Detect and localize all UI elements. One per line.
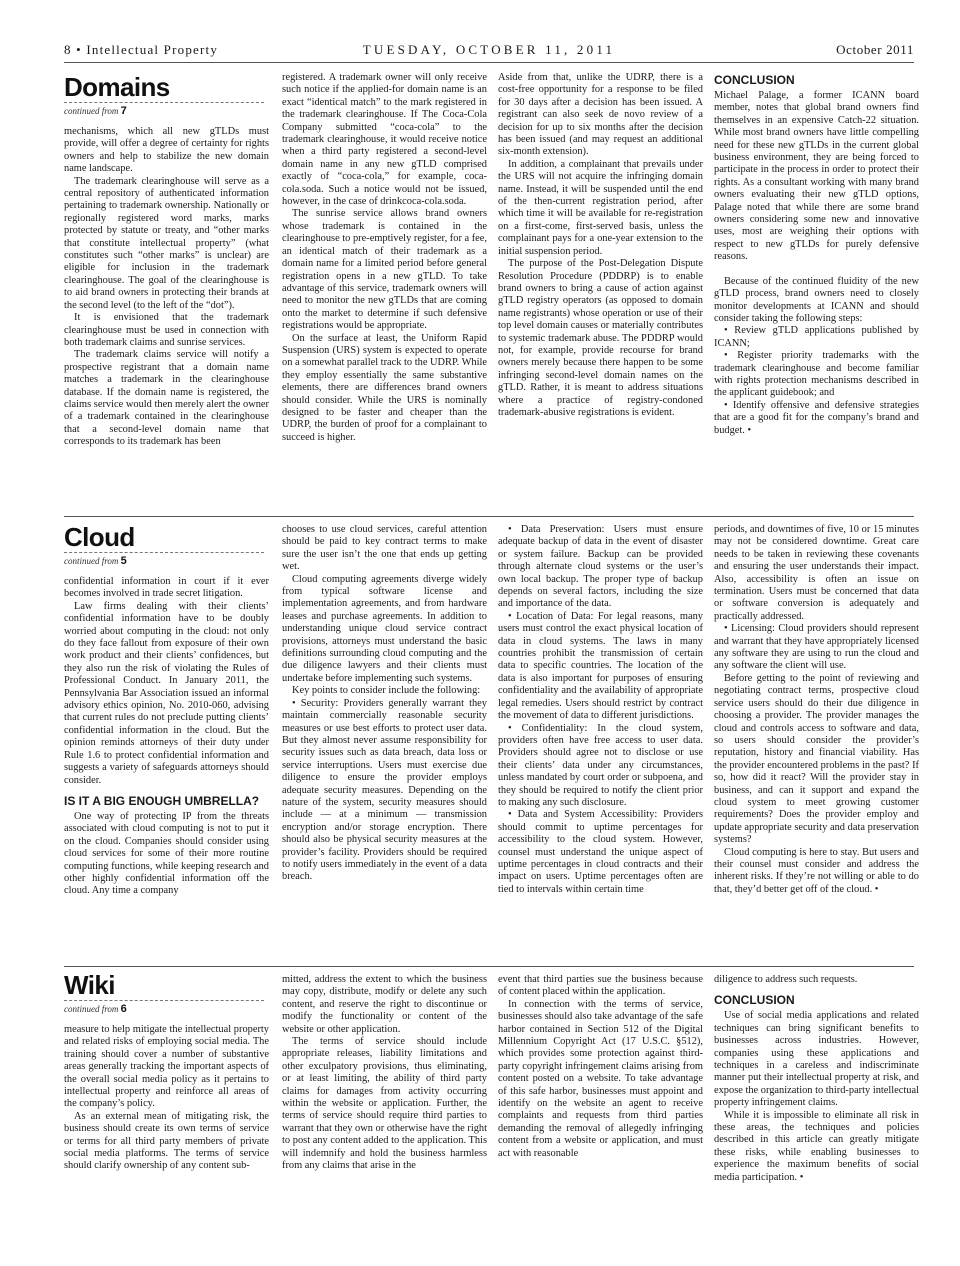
paragraph: Before getting to the point of reviewing and negotiating contract terms, prospective cloud service users should do their due diligence in choosing a provider. The provider manages the cloud and controls access to software and data, so users should consider the provider’s reputation, history and financial viability. Has the provider encountered problems in the past? If so, how did it react? Will the provider stay in business, and can it support and expand the cloud system to meet growing customer requirements? Does the provider employ and update appropriate security and data preservation systems? [714, 672, 919, 846]
header-page-label: 8 • Intellectual Property [64, 42, 219, 57]
paragraph: registered. A trademark owner will only receive such notice if the applied-for domain name is an exact “identical match” to the mark registered in the trademark clearinghouse. If The Coca-Cola Company submitted “coca-cola” to the trademark clearinghouse, it would receive notice when a third party registered a second-level domain name in any new gTLD comprised exactly of “coca-cola,” for example, coca-cola.soda. Such a notice would not be issued, however, in the case of drinkcoca-cola.soda. [282, 72, 487, 208]
domains-column-3 [498, 72, 703, 512]
bullet-item: • Location of Data: For legal reasons, many users must control the exact physical location of data in cloud systems. The laws in many countries prohibit the transmission of certain data to specific countries. The location of the data is also important for purposes of ensuring confidentiality and the availability of appropriate legal remedies. Users should restrict by contract the movement of data to different jurisdictions. [498, 610, 703, 722]
subheading-umbrella: IS IT A BIG ENOUGH UMBRELLA? [64, 793, 260, 808]
cloud-column-4 [714, 524, 919, 964]
subheading-conclusion: CONCLUSION [714, 73, 795, 87]
paragraph: Michael Palage, a former ICANN board member, notes that global brand owners find themselves in an expensive Catch-22 situation. While most brand owners have little compelling need for these new gTLDs in the current global business environment, they are being forced to participate in the process in order to protect their rights. As a consultant working with many brand owners evaluating their new gTLD options, Palage noted that while there are some brand owners considering some new and innovative uses, most are weighing their options with respect to new gTLDs for purely defensive reasons. [714, 90, 919, 263]
wiki-column-2 [282, 974, 487, 1212]
header-issue: October 2011 [836, 42, 914, 57]
continued-page: 6 [120, 1003, 127, 1015]
paragraph: Because of the continued fluidity of the new gTLD process, brand owners need to closely monitor developments at ICANN and should consider taking the following steps: [714, 275, 919, 324]
bullet-item: • Security: Providers generally warrant they maintain commercially reasonable security measures or use best efforts to protect user data. But they almost never assume responsibility for security issues such as data breach, data loss or service interruptions. Users must exercise due diligence to ensure the provider employs adequate security measures. Depending on the nature of the system, security measures should include — at a minimum — transmission encryption and/or storage encryption. There should also be physical security measures at the provider’s facility. Providers should be required to notify users immediately in the event of a data breach. [282, 697, 487, 883]
paragraph: The sunrise service allows brand owners whose trademark is contained in the clearinghouse to pre-emptively register, for a fee, an identical match of their trademark as a domain name for a limited period before general registration opens in a new gTLD. To take advantage of this service, trademark owners will need to monitor the new gTLDs that are coming onto the market to determine if such defensive registrations would be appropriate. [282, 208, 487, 332]
paragraph: It is envisioned that the trademark clearinghouse must be used in connection with both trademark claims and sunrise services. [64, 312, 269, 348]
section-title-domains: Domains [64, 72, 170, 102]
bullet-item: • Identify offensive and defensive strategies that are a good fit for the company’s brand and budget. • [714, 399, 919, 436]
paragraph: Cloud computing agreements diverge widely from typical software license and implementation agreements, and from hardware leases and purchase agreements. In addition to understanding unique cloud service contract provisions, attorneys must understand the basic definitions surrounding cloud computing and the due diligence lawyers and their clients must undertake before implementing such systems. [282, 573, 487, 684]
continued-label: continued from [64, 1004, 119, 1014]
domains-column-2 [282, 72, 487, 512]
paragraph: In addition, a complainant that prevails under the URS will not acquire the infringing domain name. Instead, it will be suspended until the end of the then-current registration period, after which time it will be available for re-registration on a first-come, first-served basis, unless the complainant pays for a one-year extension to the initial suspension period. [498, 158, 703, 257]
cloud-column-2 [282, 524, 487, 964]
paragraph: mechanisms, which all new gTLDs must provide, will offer a degree of certainty for rights owners and help to stabilize the new domain name landscape. [64, 126, 269, 175]
bullet-item: • Data Preservation: Users must ensure adequate backup of data in the event of disaster or system failure. Backup can be provided through alternate cloud systems or the user’s own local backup. The proper type of backup depends on several factors, including the size and importance of the data. [498, 524, 703, 610]
header-date: TUESDAY, OCTOBER 11, 2011 [362, 42, 616, 57]
domains-column-4 [714, 72, 919, 512]
paragraph: periods, and downtimes of five, 10 or 15 minutes may not be considered downtime. Great care needs to be taken in reviewing these covenants and ensuring the user understands their impact. Also, accessibility is often an issue on termination. Users must be concerned that data or software conversion is adequately and practically addressed. [714, 524, 919, 622]
paragraph: diligence to address such requests. [714, 974, 858, 985]
cloud-column-3 [498, 524, 703, 964]
paragraph: On the surface at least, the Uniform Rapid Suspension (URS) system is expected to operate on a somewhat parallel track to the UDRP. While they employ essentially the same substantive elements, there are differences brand owners should consider. While the URS is nominally designed to be faster and cheaper than the UDRP, the burden of proof for a complainant to succeed is higher. [282, 332, 487, 443]
paragraph: chooses to use cloud services, careful attention should be paid to key contract terms to make sure the user isn’t the one that ends up getting wet. [282, 524, 487, 573]
section-title-wiki: Wiki [64, 970, 115, 1000]
paragraph: The purpose of the Post-Delegation Dispute Resolution Procedure (PDDRP) is to enable brand owners to bring a cause of action against gTLD registry operators (as opposed to domain name registrants) whose operation or use of their top level domain causes or materially contributes to systemic trademark abuse. The PDDRP would not, for example, provide recourse for brand owners merely because there happen to be some infringing second-level domain names on the gTLD. Rather, it is meant to address situations where a practice of registry-condoned trademark-abusive registrations is evident. [498, 258, 703, 418]
paragraph: Aside from that, unlike the UDRP, there is a cost-free opportunity for a response to be filed for 30 days after a decision has been issued. A registrant can also seek de novo review of a decision for up to six months after the decision has been issued (and may request an additional six-month extension). [498, 72, 703, 158]
paragraph: mitted, address the extent to which the business may copy, distribute, modify or delete any such content, and reserve the right to discontinue or modify the functionality or content of the website or other application. [282, 974, 487, 1035]
continued-page: 5 [120, 555, 127, 567]
wiki-column-1 [64, 1024, 269, 1212]
paragraph: In connection with the terms of service, businesses should also take advantage of the safe harbor contained in Section 512 of the Digital Millennium Copyright Act (17 U.S.C. §512), which provides some protection against third-party copyright infringement claims arising from content posted on a website. To take advantage of this safe harbor, businesses must appoint and identify on the website an agent to receive complaints and requests from third parties demanding the removal of allegedly infringing content from a website or application, and must act with reasonable [498, 998, 703, 1159]
subheading-conclusion: CONCLUSION [714, 993, 795, 1008]
bullet-item: • Confidentiality: In the cloud system, providers often have free access to user data. Providers should agree not to disclose or use their clients’ data under any circumstances, unless mandated by court order or subpoena, and they should be required to notify the client prior to making any such disclosure. [498, 722, 703, 808]
wiki-column-3 [498, 974, 703, 1212]
continued-line-wiki [64, 1000, 264, 1015]
paragraph: The trademark clearinghouse will serve as a central repository of authenticated information pertaining to trademark ownership. Nationally or regionally registered word marks, marks protected by statute or treaty, and “other marks that constitute intellectual property” (what constitutes such “other marks” is unclear) are eligible for inclusion in the trademark clearinghouse. The goal of the clearinghouse is to aid brand owners in protecting their brands at the second level (to the left of the “dot”). [64, 175, 269, 311]
continued-line-cloud [64, 552, 264, 567]
paragraph: The terms of service should include appropriate releases, liability limitations and other exculpatory provisions, thus eliminating, or at least limiting, the ability of third party claims for damages from activity occurring within the website or application. Further, the terms of service should require third parties to warrant that they own or otherwise have the right to post any content added to the application. This will indemnify and hold the business harmless from any claims that arise in the [282, 1036, 487, 1172]
paragraph: Cloud computing is here to stay. But users and their counsel must consider and address the inherent risks. If they’re not willing or able to do that, they’d better get off of the cloud. • [714, 846, 919, 895]
bullet-item: • Data and System Accessibility: Providers should commit to uptime percentages for accessibility to the cloud system. However, counsel must understand the unique aspect of uptime percentages in cloud contracts and their impact on users. Uptime percentages often are tied to intervals within certain time [498, 809, 703, 895]
paragraph: confidential information in court if it ever becomes involved in trade secret litigation. [64, 576, 269, 600]
continued-page: 7 [120, 105, 127, 117]
paragraph: Key points to consider include the following: [292, 685, 481, 697]
section-divider [64, 966, 914, 967]
paragraph: As an external mean of mitigating risk, the business should create its own terms of service or terms for all third party members of private social media platforms. The terms of service should clarify ownership of any content sub- [64, 1110, 269, 1172]
bullet-item: • Review gTLD applications published by ICANN; [714, 325, 919, 349]
bullet-item: • Register priority trademarks with the trademark clearinghouse and become familiar with rights protection mechanisms described in the applicant guidebook; and [714, 350, 919, 399]
continued-line-domains [64, 102, 264, 117]
wiki-column-4 [714, 974, 919, 1212]
paragraph: The trademark claims service will notify a prospective registrant that a domain name matches a trademark in the clearinghouse database. If the domain name is registered, the claims service would then merely alert the owner of a trademark contained in the clearinghouse that a second-level domain name that corresponds to its trademark has been [64, 349, 269, 448]
paragraph: While it is impossible to eliminate all risk in these areas, the techniques and policies described in this article can greatly mitigate these risks, while enabling businesses to experience the maximum benefits of social media participation. • [714, 1109, 919, 1183]
bullet-item: • Licensing: Cloud providers should represent and warrant that they have appropriately licensed any software they are using to run the cloud and any software the client will use. [714, 623, 919, 672]
header-rule [64, 62, 914, 63]
running-header [64, 42, 914, 60]
cloud-column-1 [64, 576, 269, 964]
paragraph: event that third parties sue the business because of content placed within the application. [498, 974, 703, 998]
paragraph: Use of social media applications and related techniques can bring significant benefits to businesses across industries. However, companies using these applications and techniques in a careless and indiscriminate manner put their intellectual property at risk, and expose the organization to third-party intellectual property infringement claims. [714, 1010, 919, 1109]
paragraph: measure to help mitigate the intellectual property and related risks of employing social media. The training should cover a number of substantive areas generally tracking the important aspects of the overall social media policy as it pertains to intellectual property and reinforce all areas of the company’s policy. [64, 1024, 269, 1110]
continued-label: continued from [64, 106, 119, 116]
continued-label: continued from [64, 556, 119, 566]
paragraph: Law firms dealing with their clients’ confidential information have to be doubly worried about computing in the cloud: not only do they face fallout from exposure of their own work product and their clients’ confidences, but they also run the risk of violating the Rules of Professional Conduct. In January 2011, the Pennsylvania Bar Association issued an informal advisory ethics opinion, No. 2010-060, advising that current rules do not preclude putting clients’ confidential information in the cloud. But the opinion reminds attorneys of their duty under Rule 1.6 to protect confidential information and suggests a variety of safeguards attorneys should consider. [64, 600, 269, 786]
domains-column-1 [64, 126, 269, 512]
section-title-cloud: Cloud [64, 522, 135, 552]
paragraph: One way of protecting IP from the threats associated with cloud computing is not to put it on the cloud. Companies should consider using cloud services for some of their more routine computing functions, while keeping research and other highly confidential information off the cloud. Any time a company [64, 810, 269, 897]
section-divider [64, 516, 914, 517]
